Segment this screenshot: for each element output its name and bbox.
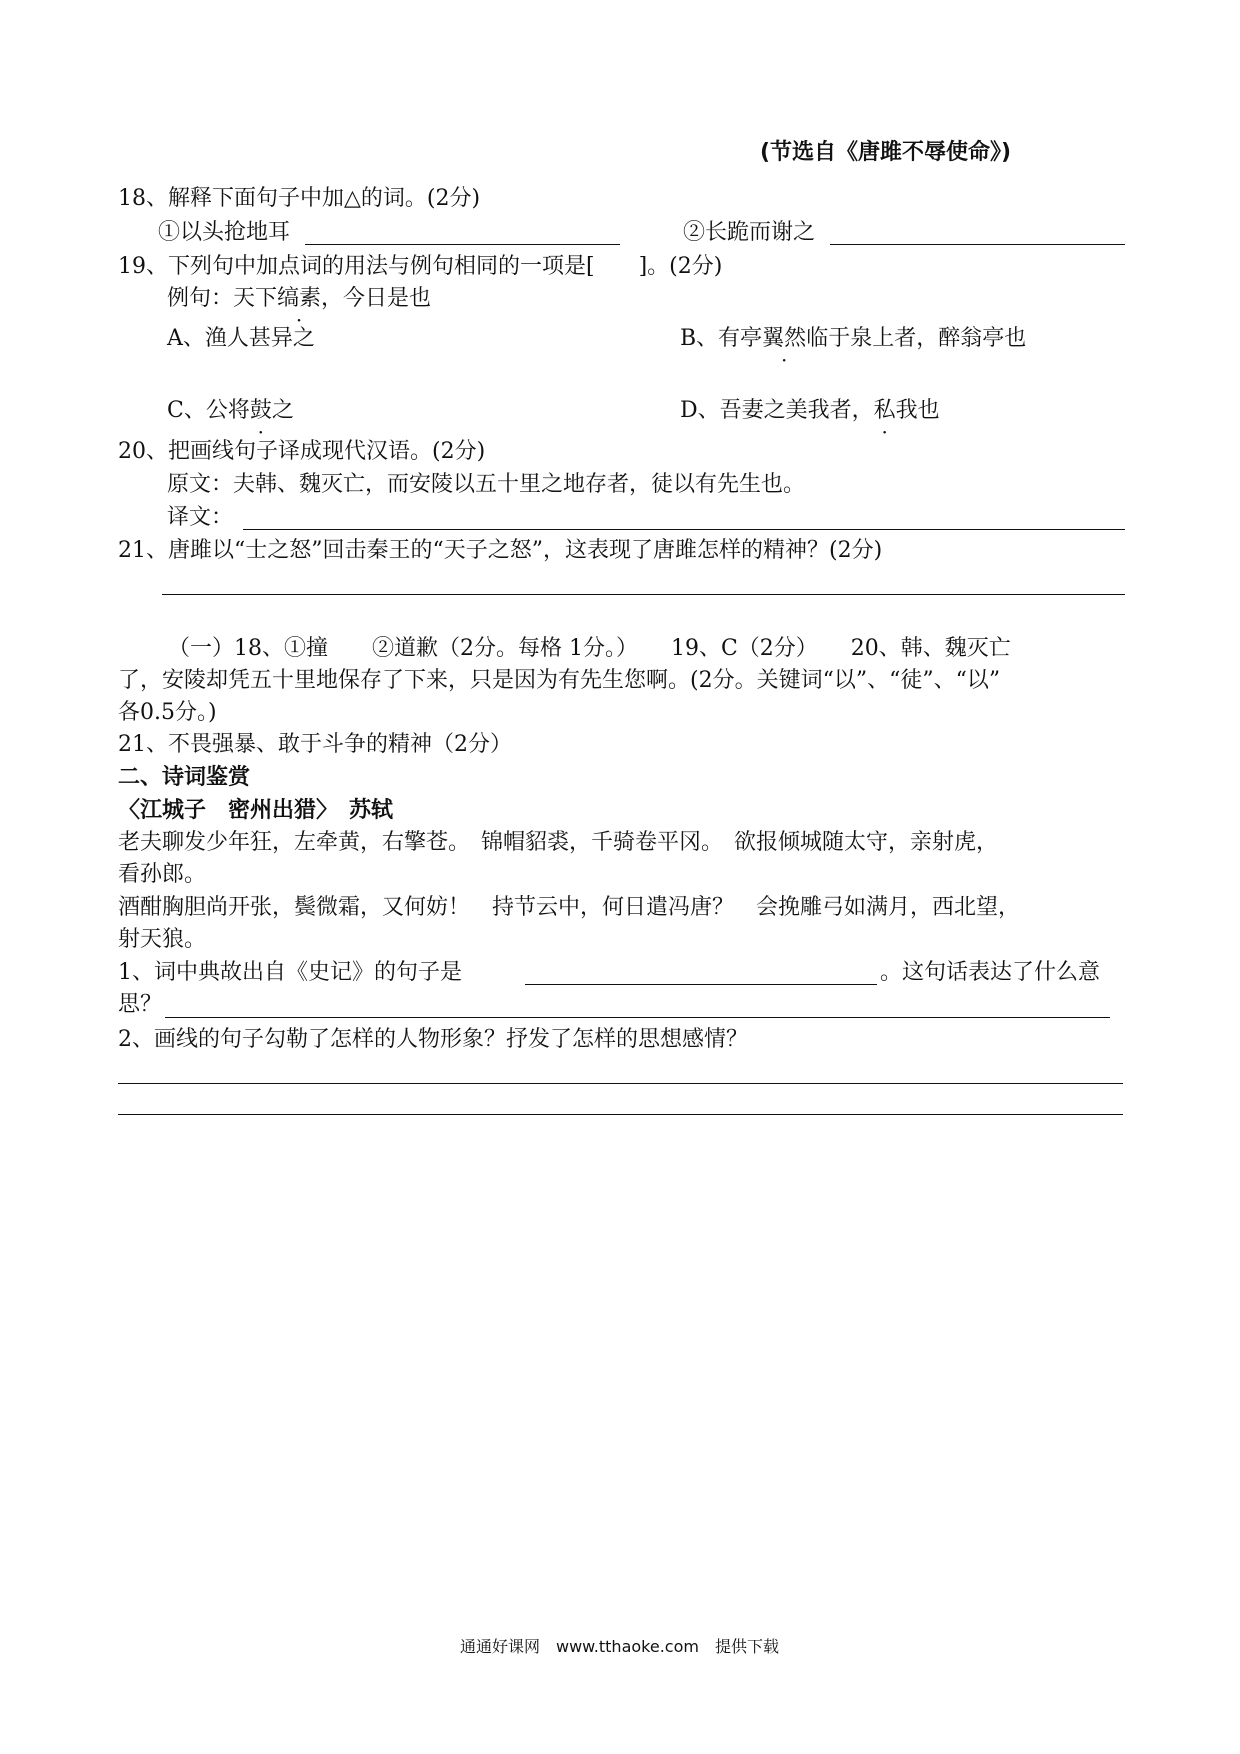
poem-q2: 2、画线的句子勾勒了怎样的人物形象？抒发了怎样的思想感情？ [118, 1027, 748, 1052]
answer-line-2: 了，安陵却凭五十里地保存了下来，只是因为有先生您啊。(2分。关键词“以”、“徒”、“以” [118, 668, 1001, 693]
poem-q1-part-c: 思？ [118, 992, 163, 1017]
q19-option-b-prefix: B、有亭 [680, 326, 763, 351]
q21-stem: 21、唐雎以“士之怒”回击秦王的“天子之怒”，这表现了唐雎怎样的精神？(2分) [118, 538, 883, 563]
q20-stem: 20、把画线句子译成现代汉语。(2分) [118, 439, 486, 464]
poem-q1-part-b: 。这句话表达了什么意 [880, 960, 1101, 985]
poem-q1-part-a: 1、词中典故出自《史记》的句子是 [118, 960, 462, 985]
poem-line-1: 老夫聊发少年狂，左牵黄，右擎苍。 锦帽貂裘，千骑卷平冈。 欲报倾城随太守，亲射虎， [118, 830, 999, 855]
q19-example-suffix: ，今日是也 [321, 286, 432, 311]
poem-line-3: 酒酣胸胆尚开张，鬓微霜，又何妨！ 持节云中，何日遣冯唐？ 会挽雕弓如满月，西北望， [118, 895, 1021, 920]
source-note: (节选自《唐雎不辱使命》) [760, 140, 1012, 165]
q19-option-d-dotted: 私 [873, 398, 896, 423]
poem-q1-answer-line[interactable] [525, 984, 877, 985]
poem-q2-answer-line-2[interactable] [118, 1114, 1123, 1115]
q20-translation-label: 译文： [167, 505, 234, 530]
q19-option-a: A、渔人甚异之 [167, 326, 315, 351]
q19-option-c-prefix: C、公将 [167, 398, 250, 423]
q19-option-d-suffix: 我也 [895, 398, 940, 423]
q18-answer-line-1[interactable] [305, 244, 620, 245]
q18-stem: 18、解释下面句子中加△的词。(2分) [118, 186, 481, 211]
q19-option-d-prefix: D、吾妻之美我者， [680, 398, 874, 423]
footer-text: 通通好课网 www.tthaoke.com 提供下载 [460, 1637, 779, 1656]
poem-q2-answer-line-1[interactable] [118, 1083, 1123, 1084]
q19-option-d [680, 396, 940, 426]
poem-q1-answer-line-2[interactable] [165, 1017, 1110, 1018]
q19-example [167, 284, 431, 314]
q18-item1: ①以头抢地耳 [158, 220, 291, 245]
q19-example-dotted: 缟素 [277, 286, 322, 311]
q19-option-c-dotted: 鼓 [249, 398, 272, 423]
q18-item2: ②长跪而谢之 [683, 220, 816, 245]
q18-answer-line-2[interactable] [830, 244, 1125, 245]
q19-stem: 19、下列句中加点词的用法与例句相同的一项是[ ]。(2分) [118, 254, 723, 279]
q19-option-b-dotted: 翼然 [762, 326, 807, 351]
q19-option-b-suffix: 临于泉上者，醉翁亭也 [806, 326, 1027, 351]
answer-line-1: （一）18、①撞 ②道歉（2分。每格 1分。） 19、C（2分） 20、韩、魏灭亡 [168, 636, 1011, 661]
q19-example-prefix: 例句：天下 [167, 286, 278, 311]
q20-answer-line[interactable] [243, 529, 1125, 530]
poem-line-2: 看孙郎。 [118, 862, 207, 887]
q19-option-c [167, 396, 294, 426]
q19-option-b [680, 324, 1026, 354]
poem-line-4: 射天狼。 [118, 927, 207, 952]
q19-option-c-suffix: 之 [271, 398, 294, 423]
q21-answer-line[interactable] [162, 594, 1125, 595]
answer-line-3: 各0.5分。) [118, 700, 217, 725]
answer-line-4: 21、不畏强暴、敢于斗争的精神（2分） [118, 732, 512, 757]
q20-original: 原文：夫韩、魏灭亡，而安陵以五十里之地存者，徒以有先生也。 [167, 472, 806, 497]
section2-heading: 二、诗词鉴赏 [118, 764, 251, 790]
poem-title: 〈江城子 密州出猎〉 苏轼 [118, 797, 394, 823]
